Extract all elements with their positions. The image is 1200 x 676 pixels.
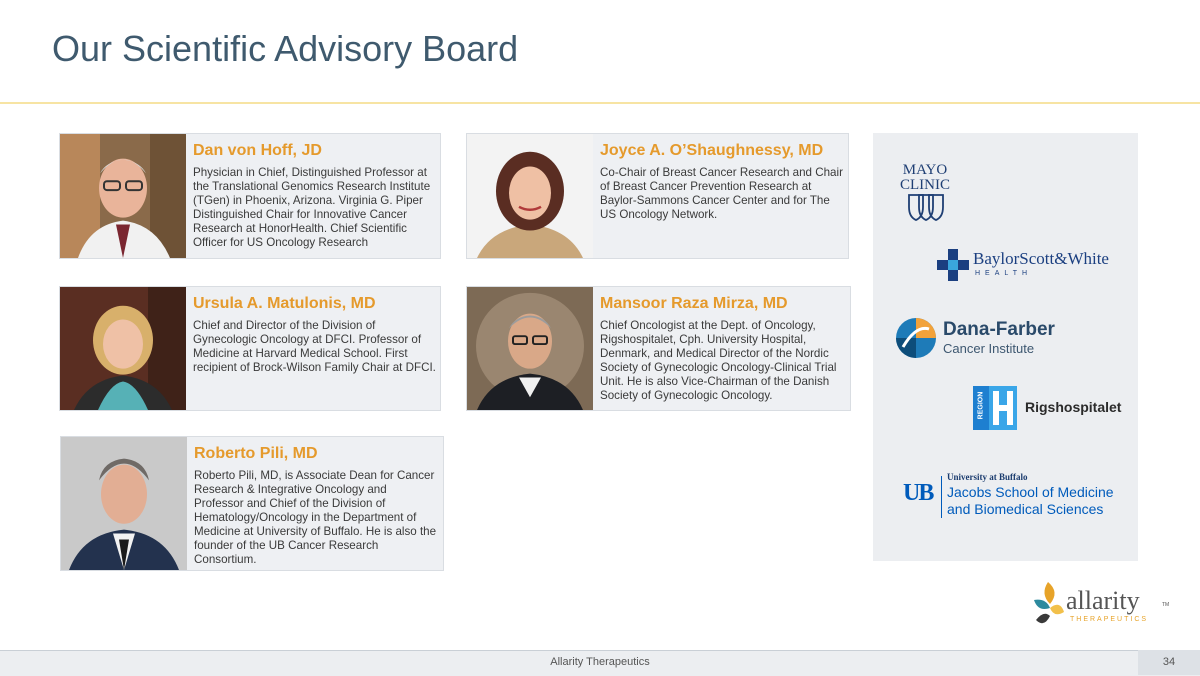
advisor-bio: Chief Oncologist at the Dept. of Oncology, Rigshospitalet, Cph. University Hospital, Denmark, and Medical Director of the Nordic Society of Gynecologic Oncology-Clinical Trial Unit. He is also Vice-Chairman of the Danish Society of Gynecologic Oncology. [600, 319, 837, 402]
advisor-bio: Physician in Chief, Distinguished Professor at the Translational Genomics Research Institute (TGen) in Phoenix, Arizona. Virginia G. Piper Distinguished Chair for Innovative Cancer Research at HonorHealth. Chief Scientific Officer for US Oncology Research [193, 166, 431, 249]
rigshospitalet-logo [973, 386, 1133, 430]
advisor-photo [61, 437, 187, 570]
dana-farber-logo-subtext: Cancer Institute [943, 341, 1035, 356]
advisor-card-mansoor-mirza [466, 286, 851, 411]
allarity-leaf-icon [1030, 580, 1066, 630]
advisor-card-ursula-matulonis [59, 286, 441, 411]
baylor-scott-white-logo [937, 249, 1127, 283]
allarity-trademark: TM [1162, 602, 1170, 608]
rigshospitalet-logo-text: Rigshospitalet [1025, 399, 1122, 415]
advisor-photo [60, 134, 186, 258]
mayo-clinic-logo [895, 163, 965, 225]
advisor-photo [60, 287, 186, 410]
advisor-bio: Roberto Pili, MD, is Associate Dean for Cancer Research & Integrative Oncology and Professor and Chief of the Division of Hematology/Oncology in the Department of Medicine at University of Buffalo. He is also the founder of the UB Cancer Research Consortium. [194, 469, 437, 566]
baylor-logo-text: BaylorScott&White [973, 249, 1109, 268]
rigshospitalet-h-icon [989, 386, 1017, 430]
dana-farber-emblem-icon [895, 317, 937, 359]
page-number: 34 [1162, 656, 1176, 668]
advisor-name: Ursula A. Matulonis, MD [193, 295, 376, 312]
allarity-logo-subtext: THERAPEUTICS [1070, 616, 1149, 623]
advisor-card-roberto-pili [60, 436, 444, 571]
advisor-bio: Co-Chair of Breast Cancer Research and Chair of Breast Cancer Prevention Research at Baylor-Sammons Cancer Center and for The US Oncology Network. [600, 166, 843, 221]
advisor-name: Joyce A. O’Shaughnessy, MD [600, 142, 824, 159]
institution-logos-panel [873, 133, 1138, 561]
advisor-name: Roberto Pili, MD [194, 445, 318, 462]
footer-company-name: Allarity Therapeutics [550, 656, 650, 668]
mayo-logo-line2: CLINIC [900, 177, 950, 193]
allarity-therapeutics-logo [1030, 580, 1170, 632]
baylor-logo-subtext: HEALTH [975, 270, 1033, 277]
dana-farber-logo-text: Dana-Farber [943, 319, 1055, 340]
advisor-card-joyce-oshaughnessy [466, 133, 849, 259]
region-badge-text: REGION [977, 391, 985, 420]
advisor-photo [467, 287, 593, 410]
ub-divider [941, 476, 942, 518]
allarity-logo-text: allarity [1066, 586, 1140, 615]
dana-farber-logo [895, 317, 1065, 359]
mayo-logo-line1: MAYO [902, 162, 948, 178]
ub-logo-line1: Jacobs School of Medicine [947, 484, 1114, 500]
advisor-name: Mansoor Raza Mirza, MD [600, 295, 788, 312]
mayo-shields-icon [895, 193, 955, 221]
advisor-photo [467, 134, 593, 258]
baylor-cross-icon [937, 249, 969, 281]
advisor-card-dan-von-hoff [59, 133, 441, 259]
ub-mark-icon: UB [903, 480, 933, 506]
ub-logo-top-text: University at Buffalo [947, 472, 1028, 482]
university-at-buffalo-logo [903, 472, 1128, 522]
advisor-name: Dan von Hoff, JD [193, 142, 322, 159]
advisor-bio: Chief and Director of the Division of Gynecologic Oncology at DFCI. Professor of Medicine at Harvard Medical School. First recipient of Brock-Wilson Family Chair at DFCI. [193, 319, 436, 374]
page-title: Our Scientific Advisory Board [52, 28, 519, 69]
title-divider [0, 102, 1200, 104]
ub-logo-line2: and Biomedical Sciences [947, 501, 1104, 517]
